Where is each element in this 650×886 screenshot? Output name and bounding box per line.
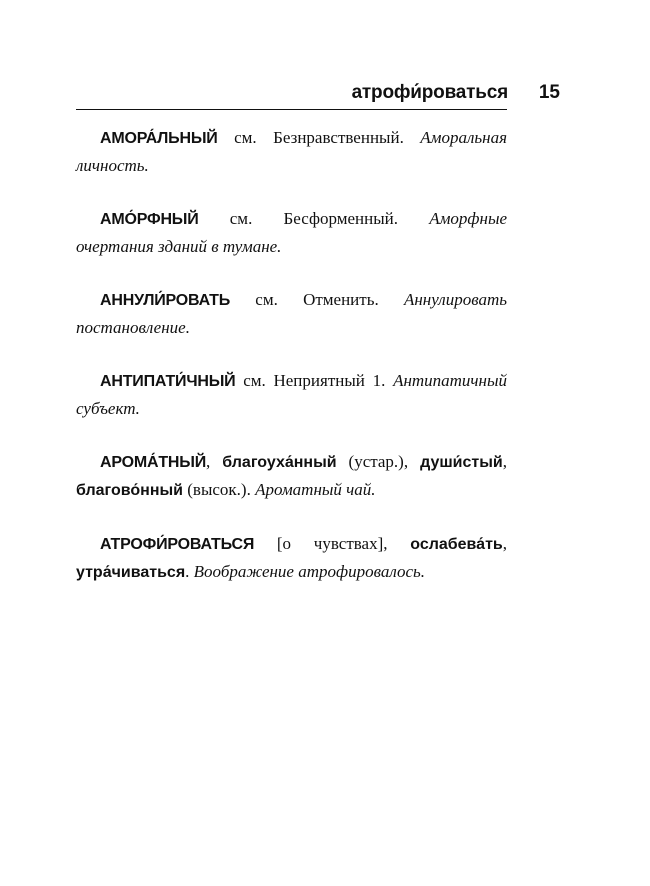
entry-synonym: утра́чиваться <box>76 564 186 581</box>
entry-example: Воображение атрофировалось. <box>193 562 425 581</box>
dictionary-entry <box>76 286 507 341</box>
entry-headword: АНТИПАТИ́ЧНЫЙ <box>100 373 236 390</box>
running-head-word: атрофи́роваться <box>351 82 508 103</box>
running-head <box>76 82 560 110</box>
entry-synonym: благоуха́нный <box>222 454 337 471</box>
entry-example: Аморальная личность. <box>76 128 507 175</box>
dictionary-entry <box>76 530 507 586</box>
dictionary-entries <box>76 124 507 612</box>
dictionary-entry <box>76 448 507 504</box>
entry-headword: АМОРА́ЛЬНЫЙ <box>100 130 218 147</box>
entry-separator: , <box>502 452 507 471</box>
entry-synonym: ослабева́ть <box>410 536 503 553</box>
entry-separator: , <box>206 452 223 471</box>
dictionary-entry <box>76 124 507 179</box>
entry-example: Антипатичный субъект. <box>76 371 507 418</box>
entry-example: Ароматный чай. <box>255 480 376 499</box>
entry-usage-note: (устар.), <box>336 452 421 471</box>
entry-reference: см. Безнравственный. <box>217 128 421 147</box>
dictionary-entry <box>76 205 507 260</box>
entry-headword: АТРОФИ́РОВАТЬСЯ <box>100 536 255 553</box>
entry-headword: АМО́РФНЫЙ <box>100 211 199 228</box>
page-number: 15 <box>538 82 560 103</box>
entry-reference: см. Неприятный 1. <box>235 371 394 390</box>
entry-separator: . <box>185 562 194 581</box>
entry-synonym: благово́нный <box>76 482 183 499</box>
dictionary-entry <box>76 367 507 422</box>
entry-separator: , <box>502 534 507 553</box>
entry-usage-note: [о чувствах], <box>254 534 411 553</box>
entry-headword: АРОМА́ТНЫЙ <box>100 454 207 471</box>
entry-example: Аннулировать постановление. <box>76 290 507 337</box>
entry-reference: см. Отменить. <box>230 290 404 309</box>
entry-usage-note: (высок.). <box>183 480 256 499</box>
entry-headword: АННУЛИ́РОВАТЬ <box>100 292 231 309</box>
entry-example: Аморфные очертания зданий в тумане. <box>76 209 507 256</box>
entry-synonym: души́стый <box>420 454 503 471</box>
entry-reference: см. Бесформенный. <box>198 209 430 228</box>
header-rule <box>76 109 507 110</box>
